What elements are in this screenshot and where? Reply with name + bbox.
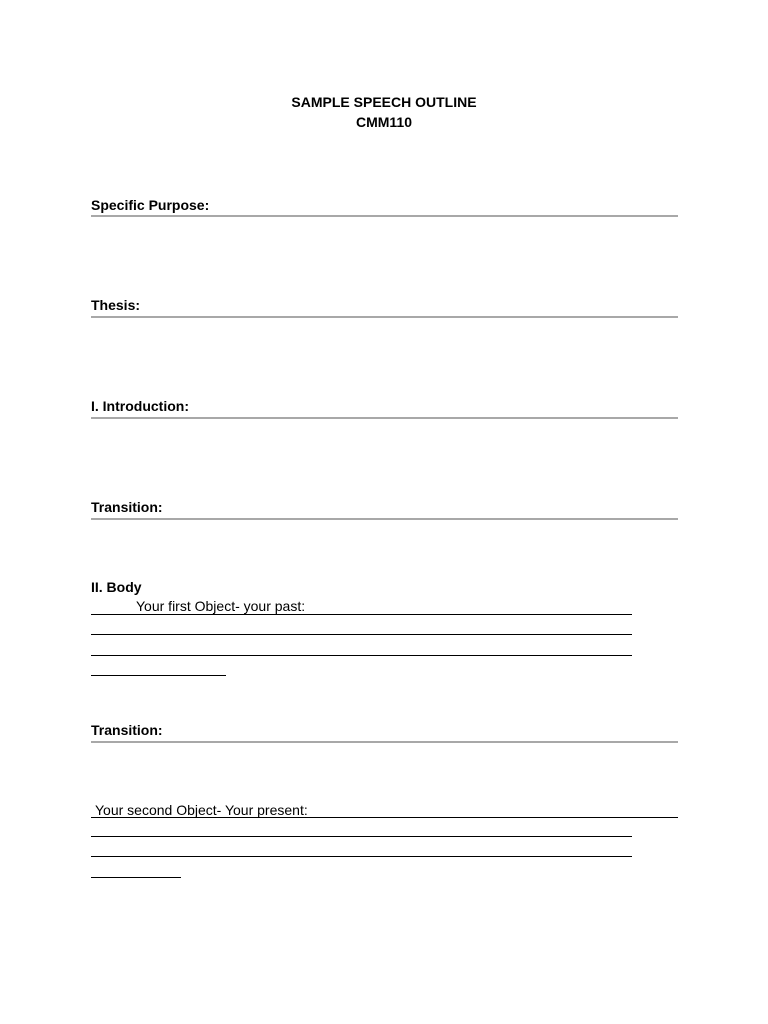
specific-purpose-rule bbox=[91, 215, 678, 217]
second-object-line-2 bbox=[91, 836, 632, 837]
first-object-line-3 bbox=[91, 655, 632, 656]
first-object-prompt: Your first Object- your past: bbox=[136, 598, 306, 614]
body-label: II. Body bbox=[91, 579, 142, 595]
first-object-line-4 bbox=[91, 675, 226, 676]
specific-purpose-label: Specific Purpose: bbox=[91, 197, 210, 213]
second-object-prompt: Your second Object- Your present: bbox=[95, 802, 308, 818]
transition-rule-2 bbox=[91, 741, 678, 743]
document-title: SAMPLE SPEECH OUTLINE bbox=[291, 94, 477, 110]
transition-label-2: Transition: bbox=[91, 722, 163, 738]
introduction-rule bbox=[91, 417, 678, 419]
second-object-line-3 bbox=[91, 856, 632, 857]
second-object-line-1 bbox=[91, 817, 678, 818]
transition-label-1: Transition: bbox=[91, 499, 163, 515]
first-object-line-2 bbox=[91, 634, 632, 635]
introduction-label: I. Introduction: bbox=[91, 398, 189, 414]
thesis-rule bbox=[91, 316, 678, 318]
second-object-line-4 bbox=[91, 877, 181, 878]
first-object-line-1 bbox=[91, 614, 632, 615]
course-code: CMM110 bbox=[355, 114, 413, 130]
transition-rule-1 bbox=[91, 518, 678, 520]
thesis-label: Thesis: bbox=[91, 297, 141, 313]
